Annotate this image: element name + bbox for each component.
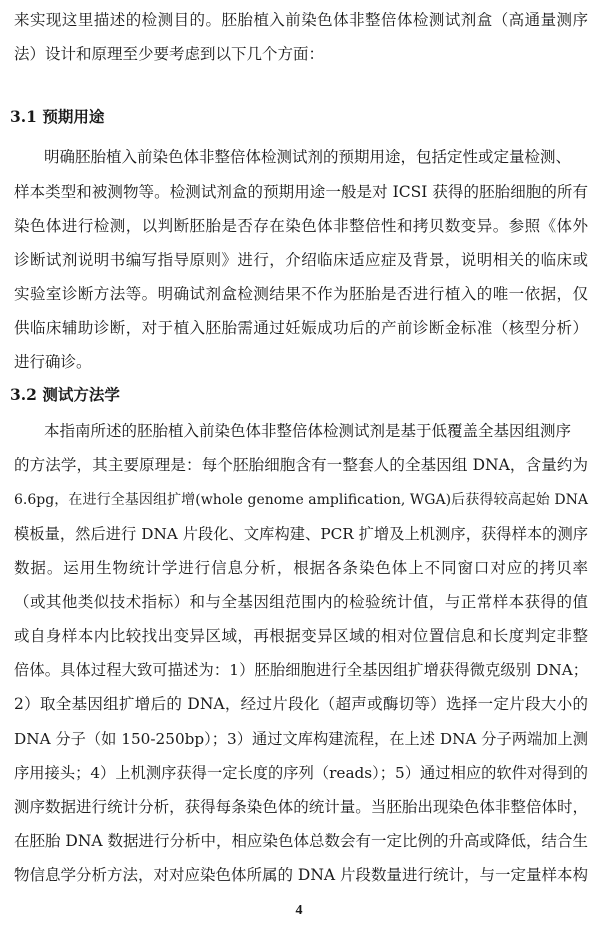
paragraph-line: 染色体进行检测，以判断胚胎是否存在染色体非整倍性和拷贝数变异。参照《体外 [14,217,588,235]
paragraph-line: 本指南所述的胚胎植入前染色体非整倍体检测试剂是基于低覆盖全基因组测序 [44,422,572,440]
paragraph-line: 测序数据进行统计分析，获得每条染色体的统计量。当胚胎出现染色体非整倍体时， [14,798,588,816]
paragraph-line: DNA 分子（如 150-250bp）；3）通过文库构建流程，在上述 DNA 分子两端加上测 [14,730,589,748]
paragraph-line: 模板量，然后进行 DNA 片段化、文库构建、PCR 扩增及上机测序，获得样本的测序 [14,525,588,543]
paragraph-line: 实验室诊断方法等。明确试剂盒检测结果不作为胚胎是否进行植入的唯一依据，仅 [14,285,588,303]
paragraph-line: 物信息学分析方法，对对应染色体所属的 DNA 片段数量进行统计，与一定量样本构 [14,866,589,884]
page-number: 4 [295,903,303,918]
paragraph-line: 在胚胎 DNA 数据进行分析中，相应染色体总数会有一定比例的升高或降低，结合生 [14,832,589,850]
paragraph-line: 序用接头；4）上机测序获得一定长度的序列（reads）；5）通过相应的软件对得到的 [14,764,588,782]
paragraph-line: 2）取全基因组扩增后的 DNA，经过片段化（超声或酶切等）选择一定片段大小的 [14,695,588,713]
paragraph-line: 或自身样本内比较找出变异区域，再根据变异区域的相对位置信息和长度判定非整 [14,627,588,645]
paragraph-line: 诊断试剂说明书编写指导原则》进行，介绍临床适应症及背景，说明相关的临床或 [14,251,588,269]
paragraph-line: （或其他类似技术指标）和与全基因组范围内的检验统计值，与正常样本获得的值 [14,593,588,611]
paragraph-line: 明确胚胎植入前染色体非整倍体检测试剂的预期用途，包括定性或定量检测、 [44,148,572,166]
paragraph-line: 供临床辅助诊断，对于植入胚胎需通过妊娠成功后的产前诊断金标准（核型分析） [14,319,588,337]
paragraph-line: 样本类型和被测物等。检测试剂盒的预期用途一般是对 ICSI 获得的胚胎细胞的所有 [14,183,588,201]
paragraph-line: 法）设计和原理至少要考虑到以下几个方面： [14,45,325,63]
paragraph-line: 来实现这里描述的检测目的。胚胎植入前染色体非整倍体检测试剂盒（高通量测序 [14,11,588,29]
paragraph-line: 的方法学，其主要原理是：每个胚胎细胞含有一整套人的全基因组 DNA，含量约为 [14,456,588,474]
paragraph-line: 进行确诊。 [14,353,92,371]
paragraph-line: 倍体。具体过程大致可描述为：1）胚胎细胞进行全基因组扩增获得微克级别 DNA； [14,661,588,679]
paragraph-line: 数据。运用生物统计学进行信息分析，根据各条染色体上不同窗口对应的拷贝率 [14,559,588,577]
paragraph-line: 6.6pg，在进行全基因组扩增(whole genome amplification, WGA)后获得较高起始 DNA [14,492,588,508]
section-heading-3-1: 3.1 预期用途 [10,107,105,126]
section-heading-3-2: 3.2 测试方法学 [10,385,120,404]
